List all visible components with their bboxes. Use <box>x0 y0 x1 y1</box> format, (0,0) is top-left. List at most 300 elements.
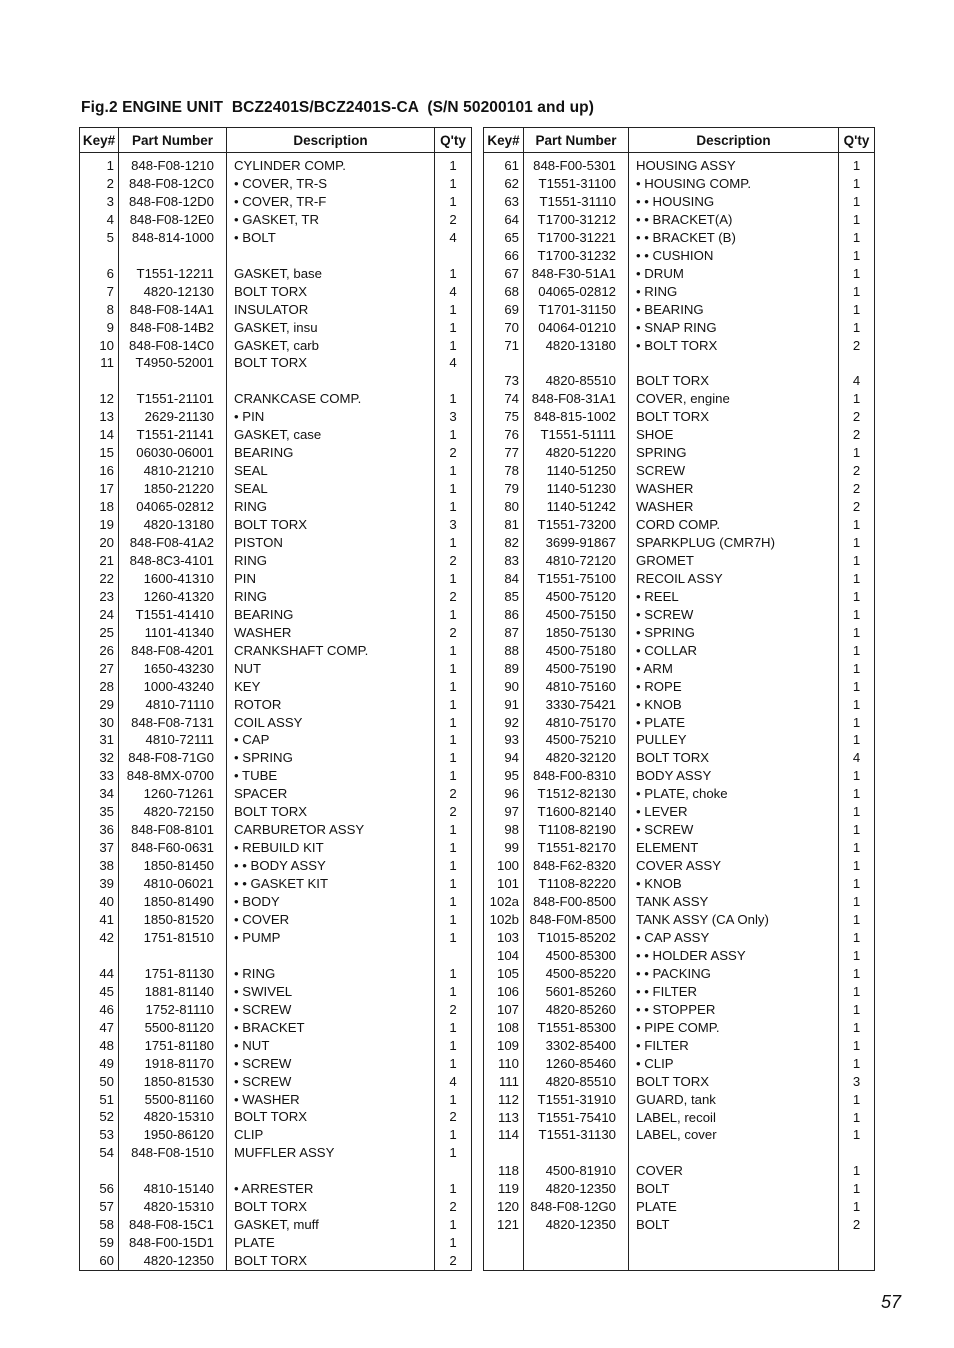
part-number-cell: 1000-43240 <box>119 678 227 696</box>
quantity-cell: 1 <box>435 1126 472 1144</box>
part-number-cell <box>119 247 227 265</box>
quantity-cell: 1 <box>839 1126 875 1144</box>
key-cell: 51 <box>80 1091 119 1109</box>
part-number-cell: T1551-75100 <box>524 570 629 588</box>
table-row <box>484 893 875 911</box>
table-row <box>484 516 875 534</box>
description-cell: GASKET, carb <box>227 337 435 355</box>
table-row <box>484 1216 875 1234</box>
description-cell: • LEVER <box>629 803 839 821</box>
key-cell: 109 <box>484 1037 524 1055</box>
part-number-cell: 848-F00-15D1 <box>119 1234 227 1252</box>
table-row <box>484 588 875 606</box>
description-cell: COVER <box>629 1162 839 1180</box>
table-row <box>80 1091 472 1109</box>
description-cell: SEAL <box>227 480 435 498</box>
quantity-cell: 1 <box>839 785 875 803</box>
quantity-cell: 1 <box>435 1055 472 1073</box>
description-cell: • SCREW <box>629 821 839 839</box>
table-row <box>80 1216 472 1234</box>
key-cell: 46 <box>80 1001 119 1019</box>
description-cell: • • GASKET KIT <box>227 875 435 893</box>
quantity-cell: 1 <box>435 498 472 516</box>
part-number-cell: 04065-02812 <box>524 283 629 301</box>
key-cell: 83 <box>484 552 524 570</box>
part-number-cell: 4820-15310 <box>119 1198 227 1216</box>
quantity-cell: 1 <box>839 1091 875 1109</box>
table-row <box>484 1109 875 1127</box>
quantity-cell: 1 <box>435 678 472 696</box>
description-cell: • SPRING <box>227 749 435 767</box>
description-cell: MUFFLER ASSY <box>227 1144 435 1162</box>
empty-cell <box>839 1234 875 1271</box>
quantity-cell: 1 <box>839 552 875 570</box>
table-row <box>80 462 472 480</box>
part-number-cell <box>119 372 227 390</box>
table-row <box>80 1180 472 1198</box>
parts-table-left <box>79 127 472 1271</box>
description-cell: • COVER, TR-F <box>227 193 435 211</box>
description-cell: • BODY <box>227 893 435 911</box>
description-cell: WASHER <box>629 480 839 498</box>
part-number-cell <box>524 1144 629 1162</box>
figure-title: Fig.2 ENGINE UNIT BCZ2401S/BCZ2401S-CA (S/N 50200101 and up) <box>81 99 594 116</box>
quantity-cell: 1 <box>839 767 875 785</box>
key-cell: 95 <box>484 767 524 785</box>
key-cell: 107 <box>484 1001 524 1019</box>
key-cell: 7 <box>80 283 119 301</box>
part-number-cell: T1700-31232 <box>524 247 629 265</box>
table-row <box>484 354 875 372</box>
key-cell: 65 <box>484 229 524 247</box>
part-number-cell: 848-8C3-4101 <box>119 552 227 570</box>
description-cell: • CLIP <box>629 1055 839 1073</box>
description-cell: • SCREW <box>227 1055 435 1073</box>
quantity-cell: 1 <box>839 1180 875 1198</box>
table-row <box>80 534 472 552</box>
key-cell: 94 <box>484 749 524 767</box>
key-cell: 62 <box>484 175 524 193</box>
key-cell: 119 <box>484 1180 524 1198</box>
description-cell: TANK ASSY (CA Only) <box>629 911 839 929</box>
part-number-cell: 4500-75150 <box>524 606 629 624</box>
part-number-cell: 1650-43230 <box>119 660 227 678</box>
part-number-cell: T1700-31221 <box>524 229 629 247</box>
table-row <box>80 1108 472 1126</box>
quantity-cell: 1 <box>839 660 875 678</box>
key-cell: 29 <box>80 696 119 714</box>
table-row <box>484 678 875 696</box>
description-cell: GUARD, tank <box>629 1091 839 1109</box>
description-cell: • • BRACKET (B) <box>629 229 839 247</box>
key-cell: 77 <box>484 444 524 462</box>
part-number-cell: 848-F08-15C1 <box>119 1216 227 1234</box>
description-cell: • GASKET, TR <box>227 211 435 229</box>
description-cell: • SCREW <box>227 1073 435 1091</box>
part-number-cell: 848-F00-8310 <box>524 767 629 785</box>
part-number-cell: 1850-75130 <box>524 624 629 642</box>
description-cell: • KNOB <box>629 875 839 893</box>
table-row <box>484 337 875 355</box>
part-number-cell: 4500-81910 <box>524 1162 629 1180</box>
key-cell: 63 <box>484 193 524 211</box>
description-cell: • • FILTER <box>629 983 839 1001</box>
part-number-cell: 1752-81110 <box>119 1001 227 1019</box>
parts-table-right <box>483 127 875 1271</box>
table-row <box>80 516 472 534</box>
table-row <box>484 462 875 480</box>
part-number-cell: 3330-75421 <box>524 696 629 714</box>
quantity-cell: 1 <box>435 390 472 408</box>
table-row <box>484 1180 875 1198</box>
part-number-cell: 4810-15140 <box>119 1180 227 1198</box>
description-cell: CRANKCASE COMP. <box>227 390 435 408</box>
quantity-cell: 1 <box>839 534 875 552</box>
table-row <box>80 875 472 893</box>
table-row <box>80 390 472 408</box>
table-row <box>80 821 472 839</box>
table-row <box>484 749 875 767</box>
table-header-row <box>80 128 472 153</box>
description-cell: • CAP <box>227 731 435 749</box>
table-row <box>80 911 472 929</box>
table-row <box>484 265 875 283</box>
key-cell: 17 <box>80 480 119 498</box>
table-row <box>484 1055 875 1073</box>
part-number-cell: 1850-81520 <box>119 911 227 929</box>
description-cell: PULLEY <box>629 731 839 749</box>
quantity-cell: 1 <box>839 1162 875 1180</box>
key-cell <box>484 1144 524 1162</box>
quantity-cell: 4 <box>435 229 472 247</box>
description-cell: • BEARING <box>629 301 839 319</box>
table-row <box>484 839 875 857</box>
part-number-cell: T1551-12211 <box>119 265 227 283</box>
table-row <box>484 570 875 588</box>
part-number-cell: 4820-85260 <box>524 1001 629 1019</box>
description-cell: • • HOLDER ASSY <box>629 947 839 965</box>
key-cell: 20 <box>80 534 119 552</box>
key-cell: 85 <box>484 588 524 606</box>
part-number-cell: 4820-85510 <box>524 372 629 390</box>
key-cell: 34 <box>80 785 119 803</box>
key-cell: 68 <box>484 283 524 301</box>
part-number-cell <box>119 947 227 965</box>
part-number-cell: 06030-06001 <box>119 444 227 462</box>
description-cell: • COLLAR <box>629 642 839 660</box>
description-cell: PLATE <box>227 1234 435 1252</box>
description-cell: CRANKSHAFT COMP. <box>227 642 435 660</box>
table-row <box>484 534 875 552</box>
description-cell: • WASHER <box>227 1091 435 1109</box>
quantity-cell: 1 <box>435 193 472 211</box>
key-cell: 38 <box>80 857 119 875</box>
description-cell: • SWIVEL <box>227 983 435 1001</box>
key-cell: 67 <box>484 265 524 283</box>
key-cell: 121 <box>484 1216 524 1234</box>
description-cell: • • PACKING <box>629 965 839 983</box>
key-cell: 102a <box>484 893 524 911</box>
description-cell: BOLT <box>629 1180 839 1198</box>
description-cell <box>227 947 435 965</box>
description-cell: • • BRACKET(A) <box>629 211 839 229</box>
part-number-cell: 4810-72111 <box>119 731 227 749</box>
description-cell: BOLT <box>629 1216 839 1234</box>
part-number-cell: 848-F08-14C0 <box>119 337 227 355</box>
description-cell: • PLATE <box>629 714 839 732</box>
table-row <box>484 390 875 408</box>
part-number-cell: 2629-21130 <box>119 408 227 426</box>
part-number-cell: 5601-85260 <box>524 983 629 1001</box>
description-cell: • PLATE, choke <box>629 785 839 803</box>
key-cell: 47 <box>80 1019 119 1037</box>
header-description: Description <box>629 128 839 153</box>
quantity-cell: 1 <box>839 570 875 588</box>
table-row <box>484 911 875 929</box>
table-row <box>484 247 875 265</box>
table-row <box>80 211 472 229</box>
key-cell: 33 <box>80 767 119 785</box>
quantity-cell: 2 <box>839 408 875 426</box>
description-cell: HOUSING ASSY <box>629 153 839 175</box>
quantity-cell: 1 <box>839 965 875 983</box>
key-cell: 23 <box>80 588 119 606</box>
quantity-cell: 1 <box>839 390 875 408</box>
part-number-cell: 1140-51250 <box>524 462 629 480</box>
key-cell: 69 <box>484 301 524 319</box>
table-row <box>80 498 472 516</box>
part-number-cell: 848-F08-8101 <box>119 821 227 839</box>
quantity-cell: 1 <box>839 444 875 462</box>
quantity-cell: 1 <box>839 319 875 337</box>
quantity-cell: 1 <box>435 1216 472 1234</box>
key-cell: 118 <box>484 1162 524 1180</box>
quantity-cell <box>839 1144 875 1162</box>
quantity-cell: 1 <box>435 1037 472 1055</box>
quantity-cell: 1 <box>839 875 875 893</box>
table-row <box>80 1198 472 1216</box>
description-cell: • FILTER <box>629 1037 839 1055</box>
part-number-cell: 1140-51230 <box>524 480 629 498</box>
description-cell: BOLT TORX <box>629 1073 839 1091</box>
quantity-cell: 1 <box>839 678 875 696</box>
quantity-cell: 1 <box>839 265 875 283</box>
description-cell: SHOE <box>629 426 839 444</box>
table-row <box>484 1091 875 1109</box>
quantity-cell: 1 <box>839 1198 875 1216</box>
key-cell: 54 <box>80 1144 119 1162</box>
description-cell: SCREW <box>629 462 839 480</box>
quantity-cell: 2 <box>435 624 472 642</box>
description-cell: TANK ASSY <box>629 893 839 911</box>
key-cell: 59 <box>80 1234 119 1252</box>
quantity-cell: 3 <box>435 516 472 534</box>
table-row <box>80 1073 472 1091</box>
table-row <box>80 1162 472 1180</box>
quantity-cell: 1 <box>435 660 472 678</box>
quantity-cell: 1 <box>435 153 472 175</box>
header-part-number: Part Number <box>119 128 227 153</box>
key-cell: 58 <box>80 1216 119 1234</box>
part-number-cell: T1551-31130 <box>524 1126 629 1144</box>
key-cell: 48 <box>80 1037 119 1055</box>
table-row <box>484 731 875 749</box>
table-header-row <box>484 128 875 153</box>
quantity-cell: 1 <box>435 893 472 911</box>
quantity-cell: 1 <box>839 1019 875 1037</box>
table-row <box>484 785 875 803</box>
quantity-cell: 1 <box>435 480 472 498</box>
part-number-cell: 4820-12350 <box>524 1216 629 1234</box>
description-cell: BOLT TORX <box>227 1198 435 1216</box>
quantity-cell: 2 <box>839 426 875 444</box>
part-number-cell: 1850-81450 <box>119 857 227 875</box>
part-number-cell: 4500-85300 <box>524 947 629 965</box>
part-number-cell: 1850-21220 <box>119 480 227 498</box>
key-cell: 73 <box>484 372 524 390</box>
quantity-cell: 2 <box>435 1108 472 1126</box>
part-number-cell: 4820-12350 <box>524 1180 629 1198</box>
part-number-cell: 848-F08-12D0 <box>119 193 227 211</box>
key-cell: 111 <box>484 1073 524 1091</box>
part-number-cell: 848-F08-14A1 <box>119 301 227 319</box>
description-cell: COVER, engine <box>629 390 839 408</box>
part-number-cell: 848-F08-12G0 <box>524 1198 629 1216</box>
table-filler-row <box>484 1234 875 1271</box>
description-cell: PLATE <box>629 1198 839 1216</box>
part-number-cell: T1551-85300 <box>524 1019 629 1037</box>
table-row <box>484 372 875 390</box>
description-cell: BOLT TORX <box>227 354 435 372</box>
table-row <box>484 1162 875 1180</box>
key-cell: 64 <box>484 211 524 229</box>
key-cell: 8 <box>80 301 119 319</box>
part-number-cell: 1140-51242 <box>524 498 629 516</box>
part-number-cell: 1751-81180 <box>119 1037 227 1055</box>
table-row <box>80 229 472 247</box>
key-cell: 106 <box>484 983 524 1001</box>
part-number-cell: 5500-81120 <box>119 1019 227 1037</box>
part-number-cell: 848-F0M-8500 <box>524 911 629 929</box>
table-row <box>484 875 875 893</box>
key-cell: 97 <box>484 803 524 821</box>
header-part-number: Part Number <box>524 128 629 153</box>
part-number-cell: 3699-91867 <box>524 534 629 552</box>
description-cell: LABEL, cover <box>629 1126 839 1144</box>
quantity-cell: 1 <box>435 606 472 624</box>
part-number-cell: T1551-73200 <box>524 516 629 534</box>
table-row <box>80 283 472 301</box>
table-row <box>80 1037 472 1055</box>
key-cell: 120 <box>484 1198 524 1216</box>
key-cell: 103 <box>484 929 524 947</box>
table-row <box>484 153 875 175</box>
quantity-cell: 1 <box>435 839 472 857</box>
quantity-cell: 2 <box>435 1198 472 1216</box>
description-cell: • BOLT <box>227 229 435 247</box>
part-number-cell: 848-F60-0631 <box>119 839 227 857</box>
key-cell: 56 <box>80 1180 119 1198</box>
key-cell <box>80 947 119 965</box>
part-number-cell: 848-F08-4201 <box>119 642 227 660</box>
table-row <box>80 893 472 911</box>
description-cell: RING <box>227 588 435 606</box>
table-row <box>484 660 875 678</box>
description-cell: • RING <box>227 965 435 983</box>
quantity-cell: 1 <box>435 965 472 983</box>
key-cell <box>80 372 119 390</box>
quantity-cell: 1 <box>839 803 875 821</box>
quantity-cell: 1 <box>839 193 875 211</box>
key-cell: 75 <box>484 408 524 426</box>
table-row <box>484 444 875 462</box>
part-number-cell: 848-F08-1510 <box>119 1144 227 1162</box>
part-number-cell: 4810-75170 <box>524 714 629 732</box>
key-cell: 99 <box>484 839 524 857</box>
description-cell: BOLT TORX <box>629 749 839 767</box>
description-cell: BODY ASSY <box>629 767 839 785</box>
quantity-cell: 1 <box>435 696 472 714</box>
key-cell: 113 <box>484 1109 524 1127</box>
quantity-cell: 3 <box>435 408 472 426</box>
quantity-cell: 1 <box>435 319 472 337</box>
key-cell: 36 <box>80 821 119 839</box>
quantity-cell: 1 <box>839 301 875 319</box>
part-number-cell: 3302-85400 <box>524 1037 629 1055</box>
table-row <box>80 426 472 444</box>
part-number-cell: 4820-32120 <box>524 749 629 767</box>
key-cell: 42 <box>80 929 119 947</box>
key-cell: 92 <box>484 714 524 732</box>
part-number-cell: 4820-72150 <box>119 803 227 821</box>
description-cell: WASHER <box>227 624 435 642</box>
part-number-cell: 4810-21210 <box>119 462 227 480</box>
quantity-cell: 1 <box>839 247 875 265</box>
key-cell: 71 <box>484 337 524 355</box>
table-row <box>484 1073 875 1091</box>
key-cell: 108 <box>484 1019 524 1037</box>
table-row <box>80 337 472 355</box>
table-row <box>484 857 875 875</box>
table-row <box>484 803 875 821</box>
quantity-cell: 1 <box>435 534 472 552</box>
key-cell: 32 <box>80 749 119 767</box>
quantity-cell: 2 <box>435 1252 472 1270</box>
description-cell: CORD COMP. <box>629 516 839 534</box>
table-row <box>80 247 472 265</box>
part-number-cell: 1950-86120 <box>119 1126 227 1144</box>
key-cell: 37 <box>80 839 119 857</box>
part-number-cell: 4820-13180 <box>524 337 629 355</box>
quantity-cell: 1 <box>435 714 472 732</box>
quantity-cell: 1 <box>839 714 875 732</box>
description-cell: ELEMENT <box>629 839 839 857</box>
key-cell <box>80 247 119 265</box>
part-number-cell: 1881-81140 <box>119 983 227 1001</box>
description-cell: SEAL <box>227 462 435 480</box>
key-cell: 78 <box>484 462 524 480</box>
description-cell: GASKET, base <box>227 265 435 283</box>
description-cell: • SCREW <box>629 606 839 624</box>
table-row <box>80 749 472 767</box>
description-cell: RING <box>227 498 435 516</box>
description-cell: SPACER <box>227 785 435 803</box>
table-row <box>484 696 875 714</box>
description-cell: RING <box>227 552 435 570</box>
key-cell: 4 <box>80 211 119 229</box>
description-cell: COVER ASSY <box>629 857 839 875</box>
table-row <box>80 947 472 965</box>
